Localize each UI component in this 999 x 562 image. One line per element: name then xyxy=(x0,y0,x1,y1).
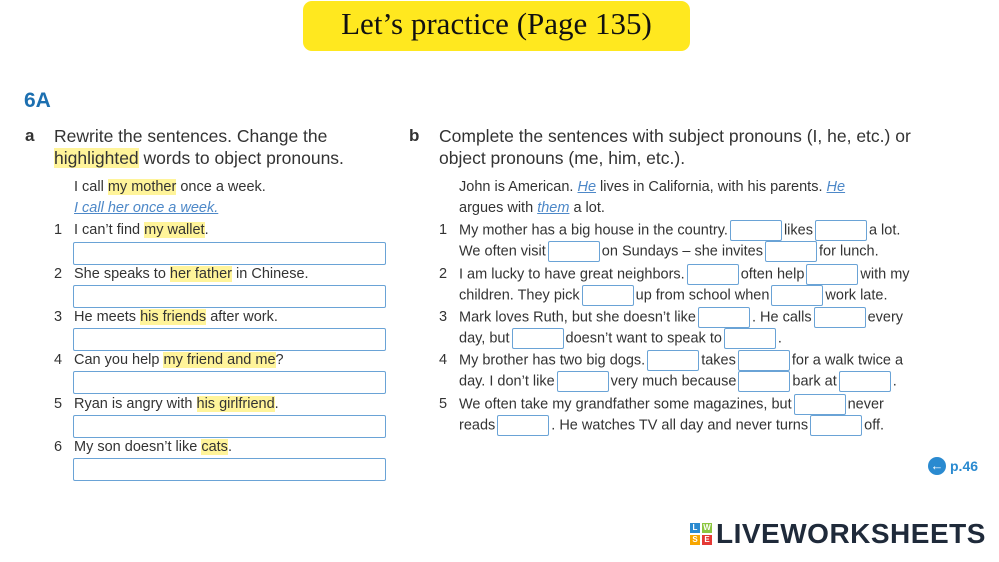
text: a lot. xyxy=(868,222,901,239)
answer-field[interactable] xyxy=(73,328,386,351)
answer-field[interactable] xyxy=(73,371,386,394)
text: very much because xyxy=(610,373,737,390)
text: She speaks to xyxy=(74,266,170,282)
example-line xyxy=(459,198,605,218)
text: . He calls xyxy=(751,309,812,326)
blank-field[interactable] xyxy=(815,220,867,241)
text: up from school when xyxy=(635,287,770,304)
answer-field[interactable] xyxy=(73,415,386,438)
blank-field[interactable] xyxy=(765,241,817,262)
title-banner: Let’s practice (Page 135) xyxy=(303,1,690,51)
list-item xyxy=(54,264,309,284)
text: a lot. xyxy=(569,200,605,216)
blank-field[interactable] xyxy=(548,241,600,262)
blank-field[interactable] xyxy=(738,350,790,371)
liveworksheets-logo xyxy=(690,518,986,550)
text: every xyxy=(867,309,904,326)
text: . He watches TV all day and never turns xyxy=(551,417,809,434)
text: after work. xyxy=(206,309,278,325)
item-number: 5 xyxy=(439,396,448,413)
list-item-continued xyxy=(459,328,782,349)
text: never xyxy=(847,396,884,413)
blank-field[interactable] xyxy=(687,264,739,285)
logo-text: LIVEWORKSHEETS xyxy=(716,518,986,549)
example-sentence xyxy=(74,177,266,197)
list-item xyxy=(439,264,910,285)
list-item-continued xyxy=(459,371,897,392)
text: bark at xyxy=(792,373,837,390)
list-item xyxy=(439,350,903,371)
list-item xyxy=(439,394,884,415)
example-answer: them xyxy=(537,200,570,216)
text: for lunch. xyxy=(819,243,879,260)
section-a-letter: a xyxy=(25,126,35,145)
list-item-continued xyxy=(459,415,884,436)
answer-field[interactable] xyxy=(73,285,386,308)
text: . xyxy=(892,373,897,390)
instruction-line: Rewrite the sentences. Change the xyxy=(54,126,328,146)
unit-label: 6A xyxy=(24,89,51,112)
text: reads xyxy=(459,417,496,434)
example-answer: He xyxy=(577,179,597,195)
text: ? xyxy=(275,352,284,368)
logo-cell: W xyxy=(703,523,711,532)
example-line xyxy=(459,177,845,197)
example-answer: I call her once a week. xyxy=(74,200,219,216)
item-number: 3 xyxy=(54,309,63,325)
instruction-line xyxy=(54,147,394,169)
list-item xyxy=(54,437,232,457)
text: . xyxy=(227,439,232,455)
list-item xyxy=(54,220,209,240)
list-item xyxy=(439,220,900,241)
list-item xyxy=(54,307,278,327)
list-item xyxy=(54,394,279,414)
item-number: 1 xyxy=(54,222,63,238)
logo-cell: L xyxy=(690,523,700,533)
page-reference xyxy=(928,457,978,475)
section-a-instruction xyxy=(54,125,394,169)
text: in Chinese. xyxy=(232,266,309,282)
item-number: 3 xyxy=(439,309,448,326)
highlight: his girlfriend xyxy=(196,396,275,412)
blank-field[interactable] xyxy=(497,415,549,436)
text: I can’t find xyxy=(74,222,145,238)
text: argues with xyxy=(459,200,538,216)
highlight: his friends xyxy=(140,309,207,325)
text: . xyxy=(274,396,279,412)
text: often help xyxy=(740,266,805,283)
item-number: 2 xyxy=(439,266,448,283)
text: lives in California, with his parents. xyxy=(596,179,827,195)
text: work late. xyxy=(825,287,888,304)
blank-field[interactable] xyxy=(698,307,750,328)
text: My mother has a big house in the country. xyxy=(459,222,728,239)
answer-field[interactable] xyxy=(73,458,386,481)
item-number: 1 xyxy=(439,222,448,239)
answer-field[interactable] xyxy=(73,242,386,265)
text: He meets xyxy=(74,309,141,325)
text: Mark loves Ruth, but she doesn’t like xyxy=(459,309,696,326)
blank-field[interactable] xyxy=(730,220,782,241)
highlight: my mother xyxy=(107,179,177,195)
section-b-instruction xyxy=(439,125,989,169)
text: My son doesn’t like xyxy=(74,439,202,455)
text: day, but xyxy=(459,330,510,347)
logo-cell: E xyxy=(702,535,712,545)
blank-field[interactable] xyxy=(839,371,891,392)
blank-field[interactable] xyxy=(557,371,609,392)
blank-field[interactable] xyxy=(794,394,846,415)
section-b-letter: b xyxy=(409,126,420,145)
blank-field[interactable] xyxy=(724,328,776,349)
page-reference-label: p.46 xyxy=(950,458,979,474)
text: Can you help xyxy=(74,352,164,368)
highlight: my wallet xyxy=(144,222,205,238)
text: day. I don’t like xyxy=(459,373,555,390)
blank-field[interactable] xyxy=(771,285,823,306)
arrow-left-icon: ← xyxy=(928,457,946,475)
text: My brother has two big dogs. xyxy=(459,352,646,369)
logo-grid-icon xyxy=(690,523,712,545)
text: likes xyxy=(783,222,813,239)
text: We often visit xyxy=(459,243,546,260)
text: with my xyxy=(860,266,910,283)
highlight: her father xyxy=(169,266,232,282)
text: off. xyxy=(864,417,885,434)
text: children. They pick xyxy=(459,287,580,304)
text: . xyxy=(204,222,209,238)
highlight: cats xyxy=(201,439,228,455)
list-item-continued xyxy=(459,285,887,306)
blank-field[interactable] xyxy=(647,350,699,371)
text: for a walk twice a xyxy=(791,352,904,369)
list-item-continued xyxy=(459,241,879,262)
item-number: 4 xyxy=(54,352,63,368)
logo-cell: S xyxy=(690,535,700,545)
highlight: my friend and me xyxy=(163,352,276,368)
list-item xyxy=(439,307,903,328)
blank-field[interactable] xyxy=(582,285,634,306)
text: I call xyxy=(74,179,108,195)
instruction-text: words to object pronouns. xyxy=(138,148,344,168)
text: once a week. xyxy=(176,179,266,195)
text: on Sundays – she invites xyxy=(601,243,763,260)
text: takes xyxy=(701,352,736,369)
text: We often take my grandfather some magazines, but xyxy=(459,396,792,413)
list-item xyxy=(54,350,284,370)
example-answer: He xyxy=(826,179,846,195)
text: . xyxy=(777,330,782,347)
item-number: 2 xyxy=(54,266,63,282)
item-number: 4 xyxy=(439,352,448,369)
blank-field[interactable] xyxy=(814,307,866,328)
instruction-line: object pronouns (me, him, etc.). xyxy=(439,148,686,168)
blank-field[interactable] xyxy=(806,264,858,285)
blank-field[interactable] xyxy=(512,328,564,349)
text: doesn’t want to speak to xyxy=(565,330,722,347)
text: I am lucky to have great neighbors. xyxy=(459,266,685,283)
text: Ryan is angry with xyxy=(74,396,197,412)
text: John is American. xyxy=(459,179,578,195)
item-number: 5 xyxy=(54,396,63,412)
highlight: highlighted xyxy=(54,148,139,168)
blank-field[interactable] xyxy=(738,371,790,392)
instruction-line: Complete the sentences with subject pronouns (I, he, etc.) or xyxy=(439,126,911,146)
blank-field[interactable] xyxy=(810,415,862,436)
item-number: 6 xyxy=(54,439,63,455)
